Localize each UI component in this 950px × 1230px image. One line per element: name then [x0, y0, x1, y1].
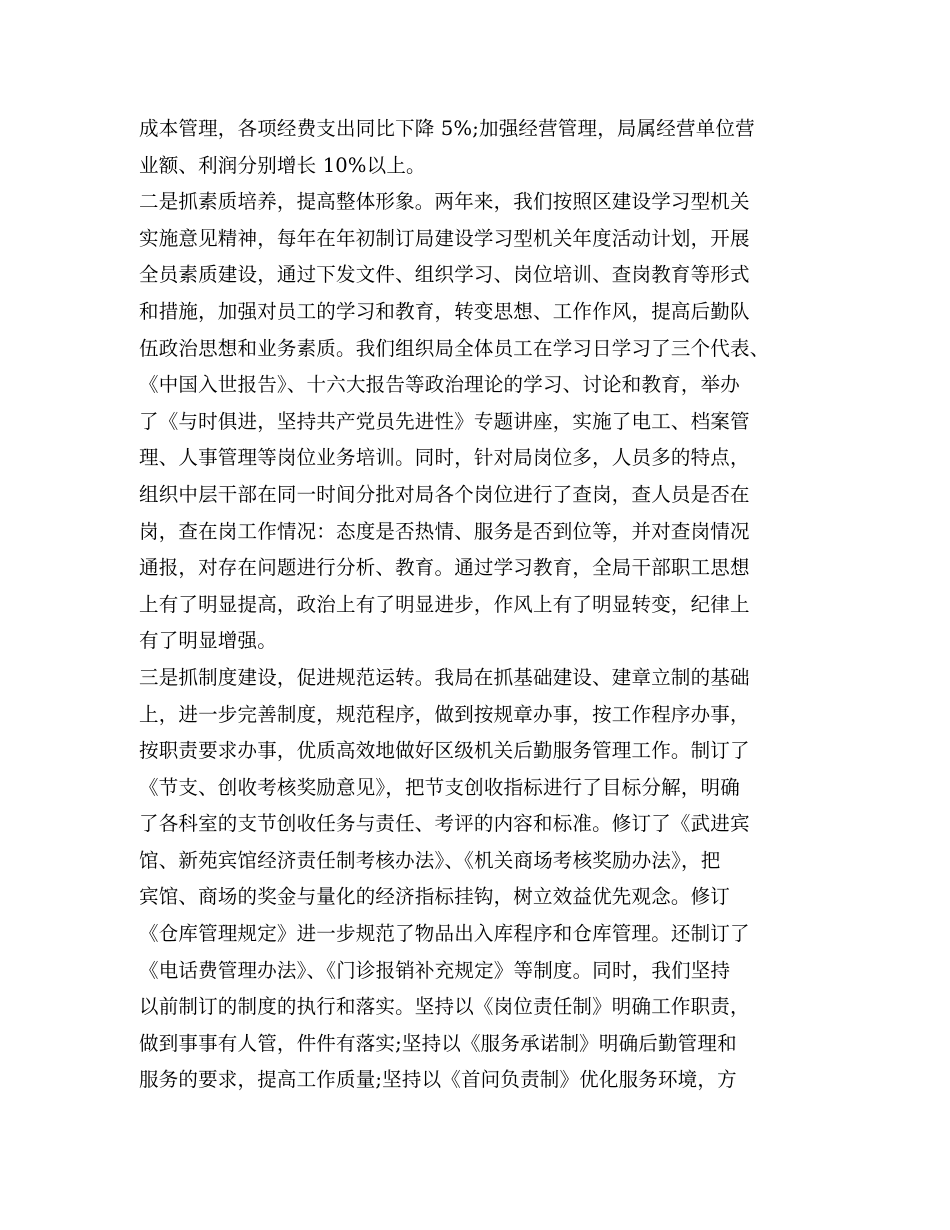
- text-line: 《节支、创收考核奖励意见》，把节支创收指标进行了目标分解，明确: [139, 775, 740, 799]
- text-line: 宾馆、商场的奖金与量化的经济指标挂钩，树立效益优先观念。修订: [139, 885, 731, 909]
- text-line: 成本管理，各项经费支出同比下降 5%;加强经营管理，局属经营单位营: [139, 117, 755, 140]
- text-line: 《电话费管理办法》、《门诊报销补充规定》等制度。同时，我们坚持: [139, 958, 731, 982]
- body-text: [139, 111, 819, 1099]
- text-line: 按职责要求办事，优质高效地做好区级机关后勤服务管理工作。制订了: [139, 739, 750, 763]
- text-line: 伍政治思想和业务素质。我们组织局全体员工在学习日学习了三个代表、: [139, 336, 770, 360]
- text-line: 和措施，加强对员工的学习和教育，转变思想、工作作风，提高后勤队: [139, 299, 750, 323]
- text-line: 服务的要求，提高工作质量;坚持以《首问负责制》优化服务环境，方: [139, 1068, 737, 1092]
- text-line: 《仓库管理规定》进一步规范了物品出入库程序和仓库管理。还制订了: [139, 922, 750, 946]
- text-line: 二是抓素质培养，提高整体形象。两年来，我们按照区建设学习型机关: [139, 190, 750, 214]
- text-line: 组织中层干部在同一时间分批对局各个岗位进行了查岗，查人员是否在: [139, 482, 750, 506]
- text-line: 全员素质建设，通过下发文件、组织学习、岗位培训、查岗教育等形式: [139, 263, 750, 287]
- text-line: 通报，对存在问题进行分析、教育。通过学习教育，全局干部职工思想: [139, 556, 750, 580]
- text-line: 上，进一步完善制度，规范程序，做到按规章办事，按工作程序办事，: [139, 702, 750, 726]
- text-line: 了各科室的支节创收任务与责任、考评的内容和标准。修订了《武进宾: [139, 812, 750, 836]
- text-line: 业额、利润分别增长 10%以上。: [139, 153, 426, 177]
- text-line: 实施意见精神，每年在年初制订局建设学习型机关年度活动计划，开展: [139, 226, 750, 250]
- text-line: 三是抓制度建设，促进规范运转。我局在抓基础建设、建章立制的基础: [139, 665, 750, 689]
- text-line: 《中国入世报告》、十六大报告等政治理论的学习、讨论和教育，举办: [139, 373, 740, 397]
- text-line: 馆、新苑宾馆经济责任制考核办法》、《机关商场考核奖励办法》，把: [139, 848, 721, 872]
- text-line: 上有了明显提高，政治上有了明显进步，作风上有了明显转变，纪律上: [139, 592, 750, 616]
- text-line: 以前制订的制度的执行和落实。坚持以《岗位责任制》明确工作职责，: [139, 995, 750, 1019]
- text-line: 岗，查在岗工作情况：态度是否热情、服务是否到位等，并对查岗情况: [139, 519, 750, 543]
- text-line: 做到事事有人管，件件有落实;坚持以《服务承诺制》明确后勤管理和: [139, 1031, 737, 1055]
- text-line: 了《与时俱进，坚持共产党员先进性》专题讲座，实施了电工、档案管: [139, 409, 750, 433]
- text-line: 有了明显增强。: [139, 629, 277, 653]
- text-line: 理、人事管理等岗位业务培训。同时，针对局岗位多，人员多的特点，: [139, 446, 750, 470]
